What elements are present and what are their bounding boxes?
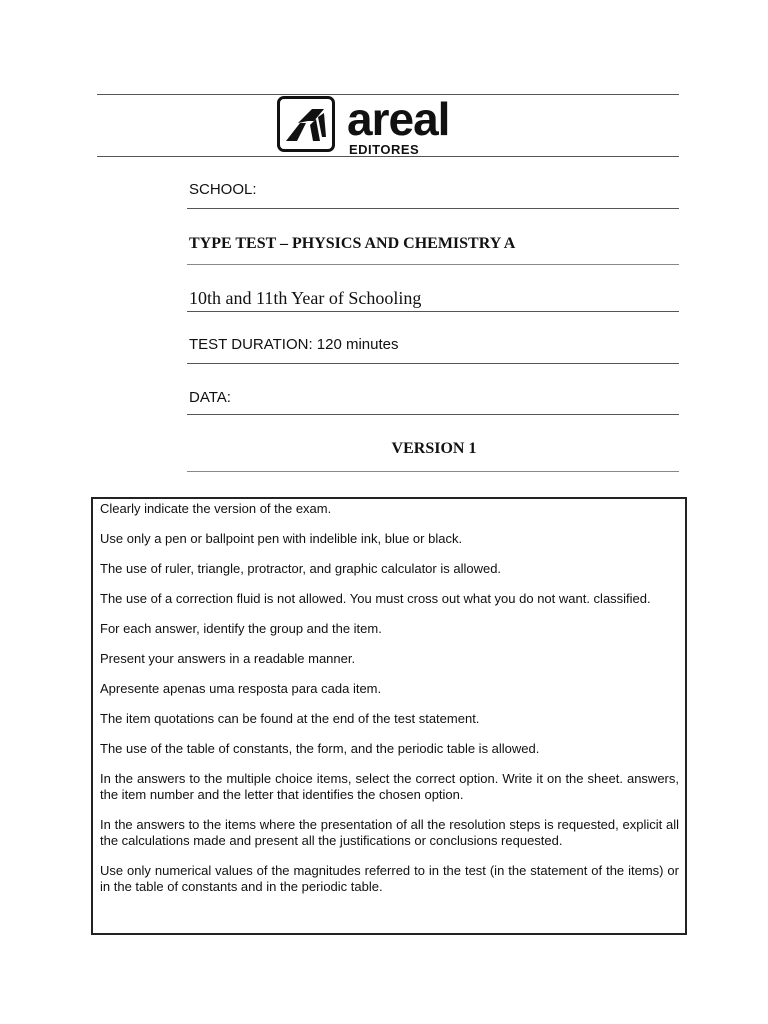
- instructions-box: [91, 497, 687, 935]
- duration-rule: [187, 363, 679, 364]
- instruction-item: The use of a correction fluid is not allowed. You must cross out what you do not want. classified.: [100, 591, 651, 606]
- version-rule: [187, 471, 679, 472]
- instruction-item: Present your answers in a readable manner.: [100, 651, 356, 666]
- instruction-item: Apresente apenas uma resposta para cada item.: [100, 681, 382, 696]
- date-rule: [187, 414, 679, 415]
- school-years: 10th and 11th Year of Schooling: [189, 288, 422, 308]
- date-label: DATA:: [189, 389, 231, 406]
- instruction-item: In the answers to the multiple choice items, select the correct option. Write it on the sheet. answers, the item number and the letter that identifies the chosen option.: [100, 771, 679, 802]
- instruction-item: Use only numerical values of the magnitudes referred to in the test (in the statement of the items) or in the table of constants and in the periodic table.: [100, 863, 679, 894]
- logo-wordmark: areal: [347, 93, 450, 145]
- instruction-item: For each answer, identify the group and the item.: [100, 621, 382, 636]
- instruction-item: The use of the table of constants, the form, and the periodic table is allowed.: [100, 741, 540, 756]
- school-label: SCHOOL:: [189, 181, 257, 198]
- version-label: VERSION 1: [391, 440, 477, 457]
- logo-bottom-rule: [97, 156, 679, 157]
- test-title: TYPE TEST – PHYSICS AND CHEMISTRY A: [189, 235, 516, 252]
- years-rule: [187, 311, 679, 312]
- areal-logo: [277, 93, 507, 158]
- instruction-item: The use of ruler, triangle, protractor, and graphic calculator is allowed.: [100, 561, 502, 576]
- instruction-item: Clearly indicate the version of the exam.: [100, 501, 332, 516]
- logo-mark-icon: [277, 96, 335, 152]
- instruction-item: Use only a pen or ballpoint pen with indelible ink, blue or black.: [100, 531, 463, 546]
- instruction-item: In the answers to the items where the presentation of all the resolution steps is requested, explicit all the calculations made and present all the justifications or conclusions requested.: [100, 817, 679, 848]
- test-duration: TEST DURATION: 120 minutes: [189, 336, 399, 353]
- title-rule: [187, 264, 679, 265]
- school-rule: [187, 208, 679, 209]
- instruction-item: The item quotations can be found at the end of the test statement.: [100, 711, 480, 726]
- logo-subtitle: EDITORES: [349, 142, 420, 157]
